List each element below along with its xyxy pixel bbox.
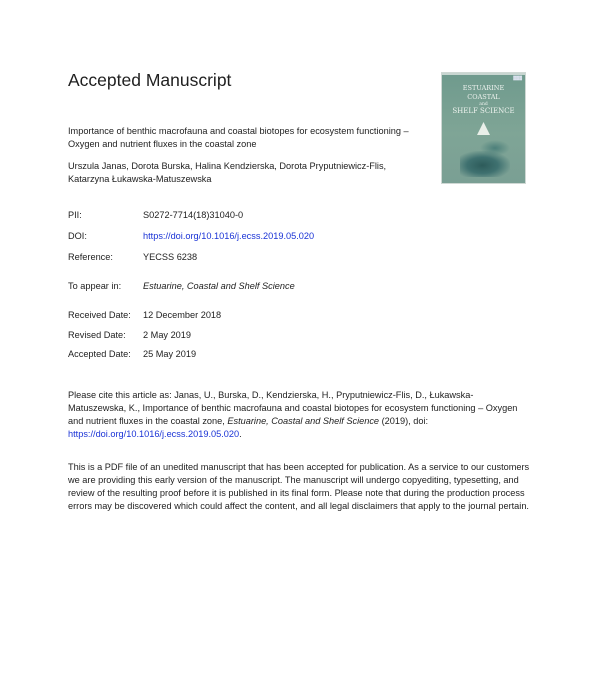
cover-title-line-2: COASTAL (467, 93, 500, 101)
doi-label: DOI: (68, 231, 87, 241)
pii-label: PII: (68, 210, 82, 220)
appear-label: To appear in: (68, 281, 122, 291)
cover-tag: ▓▓▓ (513, 75, 522, 80)
citation-end: . (239, 429, 242, 439)
received-date-value: 12 December 2018 (143, 310, 222, 320)
cover-title-line-4: SHELF SCIENCE (452, 107, 515, 115)
publisher-logo-icon (477, 122, 490, 135)
accepted-date-label: Accepted Date: (68, 349, 131, 359)
article-title: Importance of benthic macrofauna and coastal biotopes for ecosystem functioning – Oxygen and nutrient fluxes in the coastal zone (68, 126, 409, 149)
accepted-date-value: 25 May 2019 (143, 349, 197, 359)
disclaimer-paragraph: This is a PDF file of an unedited manuscript that has been accepted for publication. As a service to our customers we are providing this early version of the manuscript. The manuscript will undergo copyediting, typesetting, and review of the resulting proof before it is published in its final form. Please note that during the production process errors may be discovered which could affect the content, and all legal disclaimers that apply to the journal pertain. (68, 462, 530, 511)
revised-date-label: Revised Date: (68, 330, 126, 340)
pii-value: S0272-7714(18)31040-0 (143, 210, 244, 220)
revised-date-value: 2 May 2019 (143, 330, 192, 340)
citation-text: Please cite this article as: Janas, U., Burska, D., Kendzierska, H., Pryputniewicz-Flis, D., Łukawska-Matuszewska, K., Importance of benthic macrofauna and coastal biotopes for ecosystem functioning – Oxygen and nutrient fluxes in the coastal zone, (68, 390, 518, 426)
cover-title-line-1: ESTUARINE (462, 84, 505, 92)
citation-paragraph (68, 389, 530, 441)
reference-label: Reference: (68, 252, 113, 262)
received-date-label: Received Date: (68, 310, 131, 320)
reference-value: YECSS 6238 (143, 252, 198, 262)
citation-journal: Estuarine, Coastal and Shelf Science (227, 416, 380, 426)
page-heading: Accepted Manuscript (68, 70, 232, 90)
citation-year: (2019), doi: (379, 416, 429, 426)
journal-cover-image (441, 72, 526, 184)
citation-doi-link[interactable]: https://doi.org/10.1016/j.ecss.2019.05.020 (68, 429, 240, 439)
cover-photo (460, 151, 510, 177)
article-authors: Urszula Janas, Dorota Burska, Halina Kendzierska, Dorota Pryputniewicz-Flis, Katarzyna Łukawska-Matuszewska (68, 161, 387, 184)
doi-link[interactable]: https://doi.org/10.1016/j.ecss.2019.05.020 (143, 231, 315, 241)
journal-name: Estuarine, Coastal and Shelf Science (143, 281, 295, 291)
cover-title-line-3: and (479, 102, 488, 107)
